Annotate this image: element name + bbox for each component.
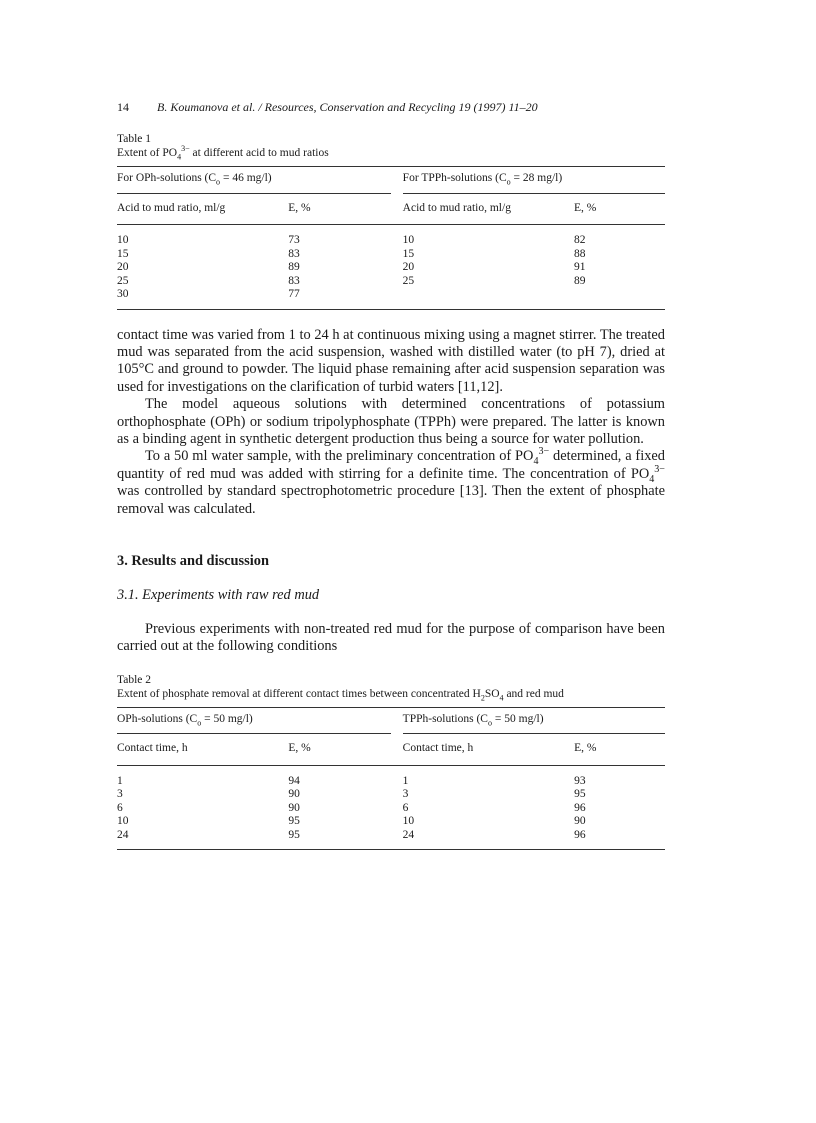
table-row: 20 89 20 91 <box>117 261 586 273</box>
table1-col-ratio-left: Acid to mud ratio, ml/g <box>117 193 288 225</box>
table-row: 25 83 25 89 <box>117 274 586 287</box>
running-head <box>117 100 665 116</box>
page <box>117 100 665 850</box>
table1-group-oph: For OPh-solutions ($C_o = 46$ mg/l) <box>117 167 391 194</box>
table1-grid <box>117 166 665 310</box>
paragraph-2: The model aqueous solutions with determined concentrations of potassium orthophosphate (OPh) or sodium tripolyphosphate (TPPh) were prepared. The latter is known as a binding agent in synthetic detergent production thus being a source for water pollution. <box>117 396 665 447</box>
body-text <box>117 327 665 518</box>
table1-label: Table 1 <box>117 133 152 145</box>
table-row: 3 90 3 95 <box>117 788 586 801</box>
paragraph-1: contact time was varied from 1 to 24 h at continuous mixing using a magnet stirrer. The treated mud was separated from the acid suspension, washed with distilled water (to pH 7), dried at 105°C and ground to powder. The liquid phase remaining after acid suspension separation was used for investigations on the clarification of turbid waters [11,12]. <box>117 326 665 395</box>
table2-caption: Extent of phosphate removal at different contact times between concentrated $H_2SO_4$ and red mud <box>117 687 564 703</box>
table-row: 10 95 10 90 <box>117 815 586 828</box>
table2 <box>117 673 665 851</box>
running-citation: B. Koumanova et al. / Resources, Conservation and Recycling 19 (1997) 11–20 <box>157 100 538 114</box>
table-row: 30 77 <box>117 288 300 300</box>
table-row: 1 94 1 93 <box>117 774 586 787</box>
paragraph-3: To a 50 ml water sample, with the preliminary concentration of $PO_4^{3-}$ determined, a fixed quantity of red mud was added with stirring for a definite time. The concentration of $PO_4^{3-}$ was controlled by standard spectrophotometric procedure [13]. Then the extent of phosphate removal was calculated. <box>117 446 666 517</box>
table2-col-e-right: E, % <box>574 734 665 766</box>
table2-group-oph: OPh-solutions ($C_o = 50$ mg/l) <box>117 707 391 734</box>
table-row: 15 83 15 88 <box>117 247 586 260</box>
table1-col-ratio-right: Acid to mud ratio, ml/g <box>403 193 574 225</box>
section-heading: 3. Results and discussion <box>117 552 269 569</box>
table-row: 10 73 10 82 <box>117 234 586 246</box>
table1 <box>117 132 665 310</box>
table-row: 24 95 24 96 <box>117 828 586 841</box>
table1-col-e-right: E, % <box>574 193 665 225</box>
table-row: 6 90 6 96 <box>117 801 586 814</box>
table1-col-e-left: E, % <box>288 193 391 225</box>
page-number: 14 <box>117 100 129 114</box>
table2-label: Table 2 <box>117 673 152 686</box>
table2-col-time-left: Contact time, h <box>117 734 288 766</box>
subsection-heading: 3.1. Experiments with raw red mud <box>117 586 320 603</box>
table2-grid <box>117 707 665 851</box>
table1-caption: Extent of $PO_4^{3-}$ at different acid to mud ratios <box>117 144 329 162</box>
paragraph-4: Previous experiments with non-treated red mud for the purpose of comparison have been carried out at the following conditions <box>117 620 665 655</box>
table2-group-tpph: TPPh-solutions ($C_o = 50$ mg/l) <box>403 707 665 734</box>
table2-col-time-right: Contact time, h <box>403 734 574 766</box>
table2-col-e-left: E, % <box>288 734 391 766</box>
table1-group-tpph: For TPPh-solutions ($C_o = 28$ mg/l) <box>403 167 665 194</box>
